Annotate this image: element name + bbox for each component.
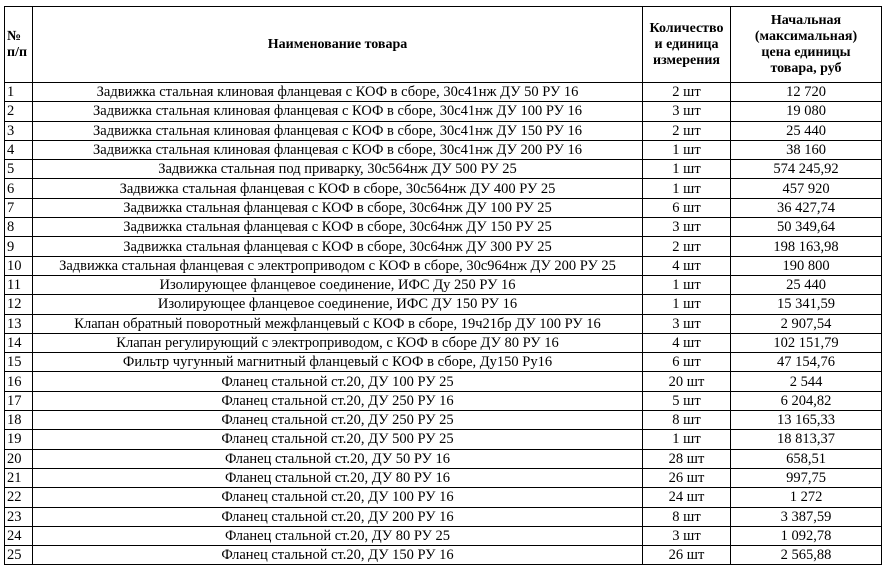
row-number: 24 <box>5 526 33 545</box>
row-number: 19 <box>5 430 33 449</box>
header-quantity-line: измерения <box>653 52 720 68</box>
row-quantity: 8 шт <box>643 507 731 526</box>
row-quantity: 2 шт <box>643 121 731 140</box>
row-quantity: 1 шт <box>643 160 731 179</box>
row-number: 18 <box>5 411 33 430</box>
row-name: Задвижка стальная клиновая фланцевая с КОФ в сборе, 30с41нж ДУ 200 РУ 16 <box>33 140 643 159</box>
row-number: 2 <box>5 102 33 121</box>
row-quantity: 2 шт <box>643 83 731 102</box>
row-number: 1 <box>5 83 33 102</box>
table-row <box>5 314 882 333</box>
row-price: 198 163,98 <box>731 237 882 256</box>
row-name: Задвижка стальная под приварку, 30с564нж ДУ 500 РУ 25 <box>33 160 643 179</box>
header-row <box>5 7 882 83</box>
row-name: Фланец стальной ст.20, ДУ 200 РУ 16 <box>33 507 643 526</box>
row-number: 13 <box>5 314 33 333</box>
table-row <box>5 102 882 121</box>
row-price: 2 565,88 <box>731 546 882 565</box>
row-name: Задвижка стальная фланцевая с КОФ в сборе, 30с64нж ДУ 100 РУ 25 <box>33 198 643 217</box>
row-number: 22 <box>5 488 33 507</box>
row-name: Фланец стальной ст.20, ДУ 80 РУ 25 <box>33 526 643 545</box>
row-price: 25 440 <box>731 275 882 294</box>
header-number-line: п/п <box>7 44 28 60</box>
row-number: 23 <box>5 507 33 526</box>
row-name: Фильтр чугунный магнитный фланцевый с КОФ в сборе, Ду150 Ру16 <box>33 353 643 372</box>
row-price: 2 544 <box>731 372 882 391</box>
row-quantity: 1 шт <box>643 275 731 294</box>
header-quantity-line: Количество <box>649 20 724 36</box>
table-row <box>5 353 882 372</box>
row-number: 5 <box>5 160 33 179</box>
table-row <box>5 488 882 507</box>
row-number: 7 <box>5 198 33 217</box>
row-quantity: 20 шт <box>643 372 731 391</box>
row-quantity: 3 шт <box>643 526 731 545</box>
header-number <box>5 7 33 83</box>
table-row <box>5 295 882 314</box>
row-name: Изолирующее фланцевое соединение, ИФС ДУ 150 РУ 16 <box>33 295 643 314</box>
row-name: Задвижка стальная фланцевая с КОФ в сборе, 30с564нж ДУ 400 РУ 25 <box>33 179 643 198</box>
row-name: Задвижка стальная фланцевая с электроприводом с КОФ в сборе, 30с964нж ДУ 200 РУ 25 <box>33 256 643 275</box>
row-number: 17 <box>5 391 33 410</box>
row-name: Фланец стальной ст.20, ДУ 500 РУ 25 <box>33 430 643 449</box>
goods-table <box>4 6 882 565</box>
row-name: Фланец стальной ст.20, ДУ 100 РУ 25 <box>33 372 643 391</box>
row-price: 6 204,82 <box>731 391 882 410</box>
row-quantity: 1 шт <box>643 140 731 159</box>
row-number: 25 <box>5 546 33 565</box>
row-number: 9 <box>5 237 33 256</box>
header-price <box>731 7 882 83</box>
header-quantity-line: и единица <box>654 36 719 52</box>
row-name: Задвижка стальная клиновая фланцевая с КОФ в сборе, 30с41нж ДУ 50 РУ 16 <box>33 83 643 102</box>
row-quantity: 1 шт <box>643 430 731 449</box>
row-price: 13 165,33 <box>731 411 882 430</box>
row-name: Фланец стальной ст.20, ДУ 100 РУ 16 <box>33 488 643 507</box>
table-row <box>5 333 882 352</box>
row-number: 16 <box>5 372 33 391</box>
table-row <box>5 218 882 237</box>
row-name: Задвижка стальная фланцевая с КОФ в сборе, 30с64нж ДУ 300 РУ 25 <box>33 237 643 256</box>
row-number: 20 <box>5 449 33 468</box>
row-number: 11 <box>5 275 33 294</box>
row-name: Фланец стальной ст.20, ДУ 80 РУ 16 <box>33 468 643 487</box>
table-row <box>5 160 882 179</box>
row-quantity: 26 шт <box>643 468 731 487</box>
row-quantity: 3 шт <box>643 102 731 121</box>
header-price-line: Начальная <box>770 12 842 28</box>
row-price: 2 907,54 <box>731 314 882 333</box>
row-name: Задвижка стальная фланцевая с КОФ в сборе, 30с64нж ДУ 150 РУ 25 <box>33 218 643 237</box>
row-name: Фланец стальной ст.20, ДУ 50 РУ 16 <box>33 449 643 468</box>
table-row <box>5 507 882 526</box>
row-quantity: 26 шт <box>643 546 731 565</box>
table-row <box>5 546 882 565</box>
row-number: 14 <box>5 333 33 352</box>
row-price: 1 092,78 <box>731 526 882 545</box>
row-price: 36 427,74 <box>731 198 882 217</box>
row-number: 12 <box>5 295 33 314</box>
row-name: Фланец стальной ст.20, ДУ 250 РУ 25 <box>33 411 643 430</box>
header-price-line: (максимальная) <box>754 28 858 44</box>
row-number: 6 <box>5 179 33 198</box>
header-price-line: товара, руб <box>770 60 842 76</box>
table-row <box>5 121 882 140</box>
table-row <box>5 449 882 468</box>
table-row <box>5 391 882 410</box>
row-price: 38 160 <box>731 140 882 159</box>
row-quantity: 4 шт <box>643 333 731 352</box>
row-name: Клапан обратный поворотный межфланцевый с КОФ в сборе, 19ч21бр ДУ 100 РУ 16 <box>33 314 643 333</box>
table-row <box>5 526 882 545</box>
table-row <box>5 198 882 217</box>
row-quantity: 2 шт <box>643 237 731 256</box>
row-price: 574 245,92 <box>731 160 882 179</box>
row-quantity: 6 шт <box>643 198 731 217</box>
row-quantity: 24 шт <box>643 488 731 507</box>
table-row <box>5 372 882 391</box>
row-number: 3 <box>5 121 33 140</box>
header-price-line: цена единицы <box>761 44 851 60</box>
row-name: Задвижка стальная клиновая фланцевая с КОФ в сборе, 30с41нж ДУ 100 РУ 16 <box>33 102 643 121</box>
row-quantity: 3 шт <box>643 314 731 333</box>
table-row <box>5 275 882 294</box>
row-quantity: 8 шт <box>643 411 731 430</box>
row-price: 12 720 <box>731 83 882 102</box>
table-row <box>5 83 882 102</box>
row-price: 658,51 <box>731 449 882 468</box>
table-row <box>5 468 882 487</box>
row-price: 997,75 <box>731 468 882 487</box>
header-name: Наименование товара <box>33 7 643 83</box>
row-name: Фланец стальной ст.20, ДУ 150 РУ 16 <box>33 546 643 565</box>
row-price: 102 151,79 <box>731 333 882 352</box>
row-quantity: 28 шт <box>643 449 731 468</box>
table-row <box>5 430 882 449</box>
row-name: Фланец стальной ст.20, ДУ 250 РУ 16 <box>33 391 643 410</box>
row-name: Изолирующее фланцевое соединение, ИФС Ду 250 РУ 16 <box>33 275 643 294</box>
row-quantity: 6 шт <box>643 353 731 372</box>
row-price: 50 349,64 <box>731 218 882 237</box>
table-row <box>5 411 882 430</box>
header-quantity <box>643 7 731 83</box>
row-number: 15 <box>5 353 33 372</box>
table-row <box>5 140 882 159</box>
table-row <box>5 256 882 275</box>
row-quantity: 3 шт <box>643 218 731 237</box>
row-number: 8 <box>5 218 33 237</box>
row-name: Клапан регулирующий с электроприводом, с КОФ в сборе ДУ 80 РУ 16 <box>33 333 643 352</box>
row-price: 25 440 <box>731 121 882 140</box>
row-price: 3 387,59 <box>731 507 882 526</box>
row-price: 457 920 <box>731 179 882 198</box>
row-price: 19 080 <box>731 102 882 121</box>
row-number: 21 <box>5 468 33 487</box>
table-row <box>5 179 882 198</box>
row-price: 190 800 <box>731 256 882 275</box>
row-number: 4 <box>5 140 33 159</box>
row-quantity: 5 шт <box>643 391 731 410</box>
row-quantity: 4 шт <box>643 256 731 275</box>
table-row <box>5 237 882 256</box>
row-price: 15 341,59 <box>731 295 882 314</box>
row-number: 10 <box>5 256 33 275</box>
row-price: 47 154,76 <box>731 353 882 372</box>
row-price: 18 813,37 <box>731 430 882 449</box>
row-quantity: 1 шт <box>643 179 731 198</box>
row-name: Задвижка стальная клиновая фланцевая с КОФ в сборе, 30с41нж ДУ 150 РУ 16 <box>33 121 643 140</box>
table-body <box>5 83 882 565</box>
row-price: 1 272 <box>731 488 882 507</box>
header-number-line: № <box>7 28 22 44</box>
row-quantity: 1 шт <box>643 295 731 314</box>
